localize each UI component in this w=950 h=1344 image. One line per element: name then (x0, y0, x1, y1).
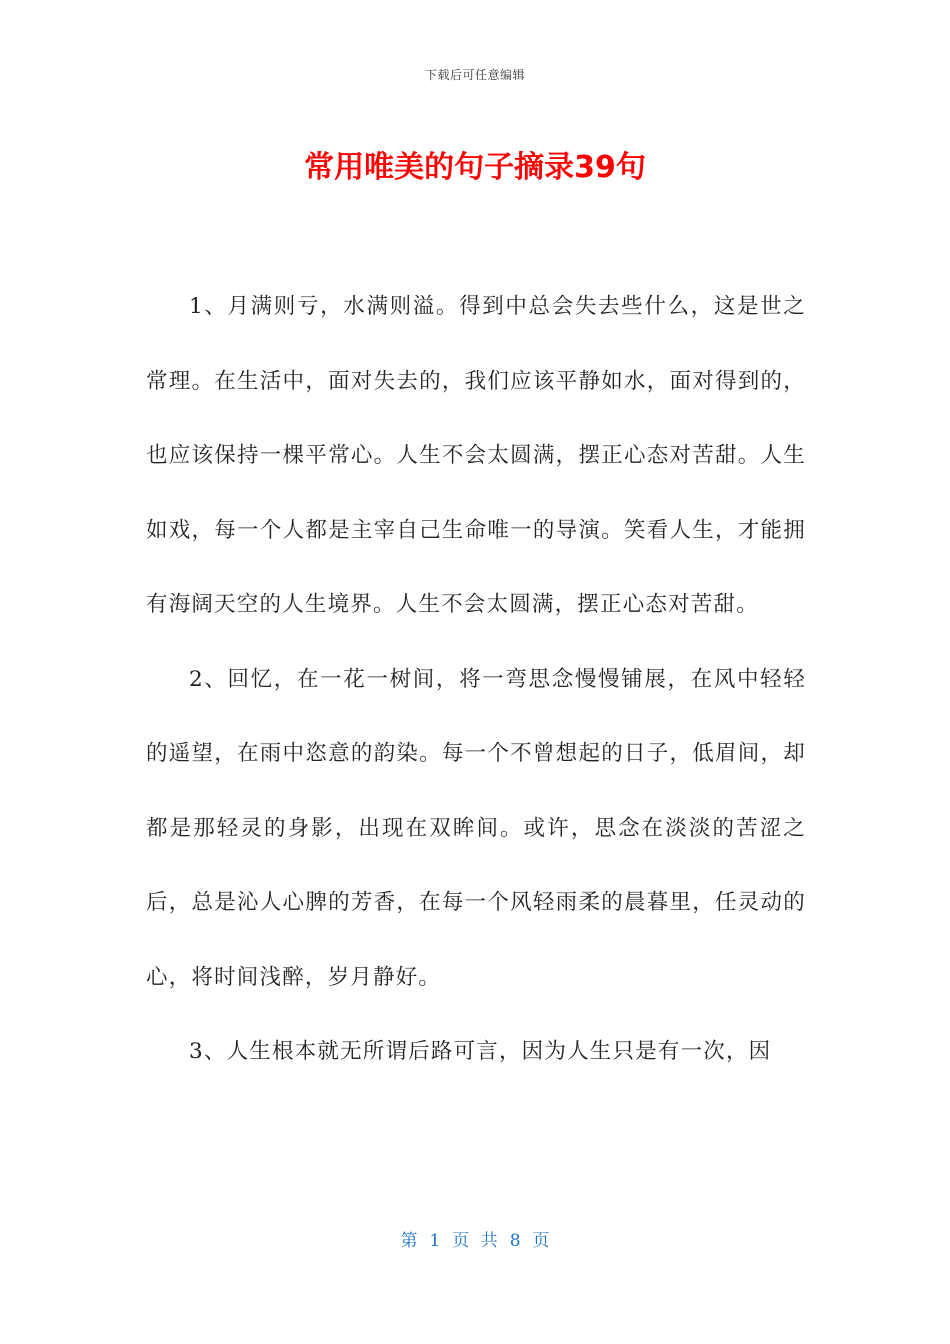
total-pages-number: 8 (509, 1231, 521, 1251)
page-mid-text: 页 共 (452, 1231, 498, 1251)
paragraph-3: 3、人生根本就无所谓后路可言，因为人生只是有一次，因 (189, 1039, 772, 1064)
paragraph-1: 1、月满则亏，水满则溢。得到中总会失去些什么，这是世之常理。在生活中，面对失去的，我们应该平静如水，面对得到的，也应该保持一棵平常心。人生不会太圆满，摆正心态对苦甜。人生如戏，每一个人都是主宰自己生命唯一的导演。笑看人生，才能拥有海阔天空的人生境界。人生不会太圆满，摆正心态对苦甜。 (146, 294, 806, 617)
page-footer (0, 1226, 950, 1251)
document-title: 常用唯美的句子摘录39句 (304, 150, 646, 185)
document-body (146, 270, 806, 1090)
page-prefix: 第 (400, 1231, 418, 1251)
current-page-number: 1 (429, 1231, 441, 1251)
header-note: 下载后可任意编辑 (424, 68, 525, 82)
page-suffix: 页 (532, 1231, 550, 1251)
paragraph-2: 2、回忆，在一花一树间，将一弯思念慢慢铺展，在风中轻轻的遥望，在雨中恣意的韵染。每一个不曾想起的日子，低眉间，却都是那轻灵的身影，出现在双眸间。或许，思念在淡淡的苦涩之后，总是沁人心脾的芳香，在每一个风轻雨柔的晨暮里，任灵动的心，将时间浅醉，岁月静好。 (146, 666, 806, 990)
